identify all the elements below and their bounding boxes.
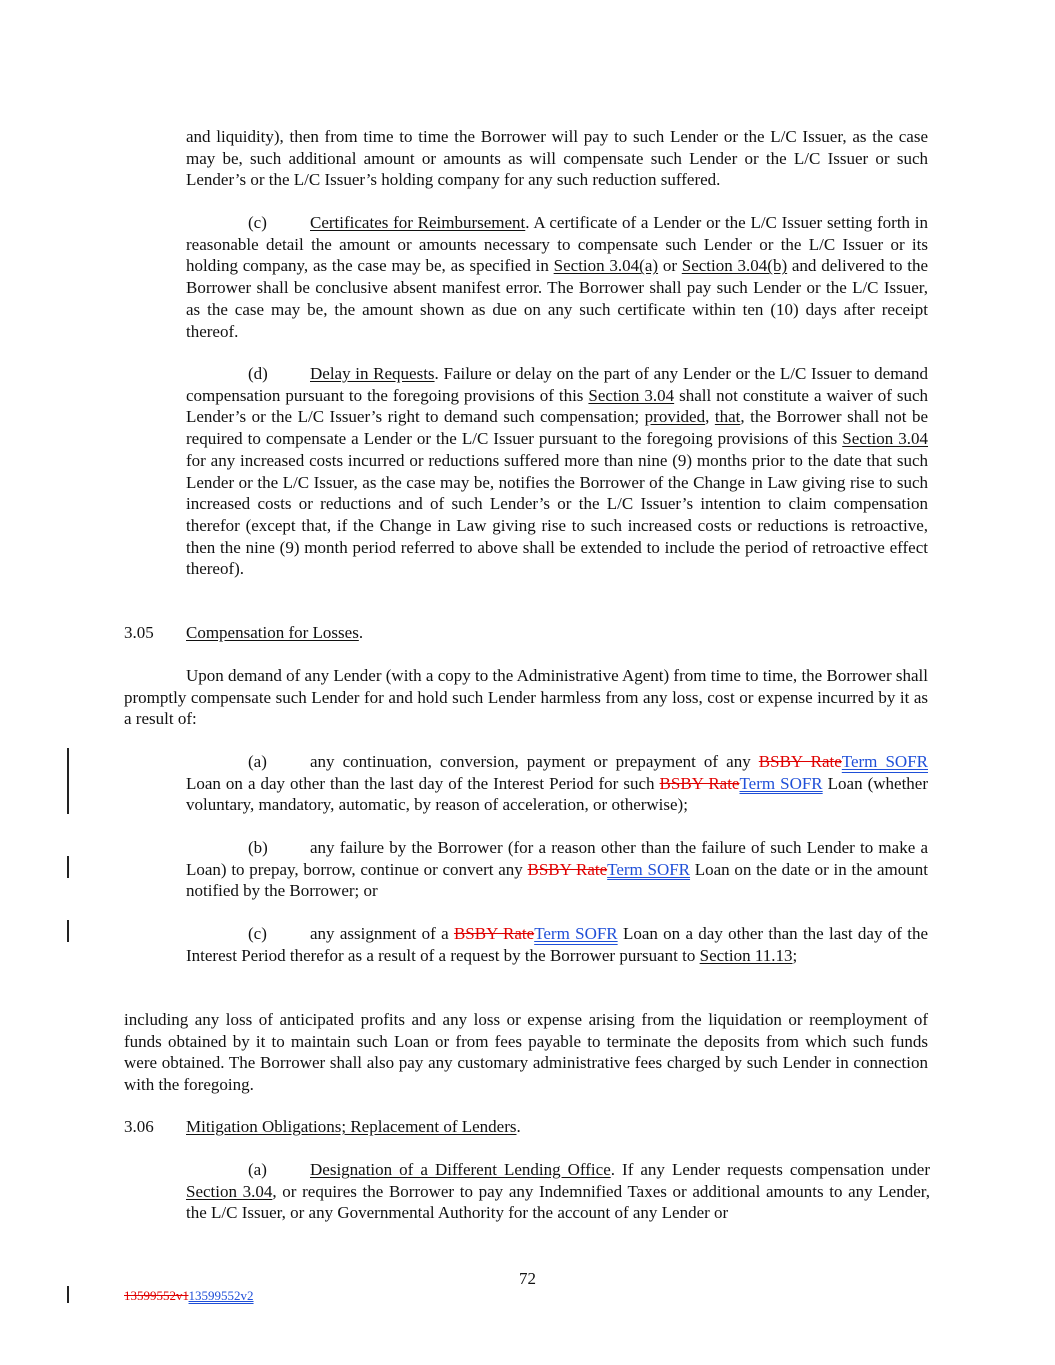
deleted-text: BSBY Rate bbox=[758, 752, 842, 771]
clause-label: (a) bbox=[248, 752, 267, 771]
change-bar bbox=[67, 748, 69, 814]
page-number: 72 bbox=[519, 1269, 536, 1288]
section-ref: Section 11.13 bbox=[699, 945, 793, 965]
clause-title: Certificates for Reimbursement bbox=[310, 213, 526, 232]
change-bar bbox=[67, 920, 69, 942]
paragraph-305-b: (b) any failure by the Borrower (for a reason other than the failure of such Lender to make a Loan) to prepay, borrow, continue or convert any BSBY RateTerm SOFR Loan on the date or in the amount notified by the Borrower; or bbox=[186, 838, 928, 901]
inserted-text: Term SOFR bbox=[841, 752, 928, 771]
section-ref: Section 3.04 bbox=[588, 385, 675, 405]
clause-label: (d) bbox=[248, 364, 268, 383]
document-id bbox=[124, 1288, 254, 1304]
inserted-text: Term SOFR bbox=[739, 773, 823, 793]
docid-deleted: 13599552v1 bbox=[124, 1288, 189, 1303]
proviso-term: that bbox=[714, 407, 741, 427]
paragraph-305-a: (a) any continuation, conversion, payment or prepayment of any BSBY RateTerm SOFR Loan on a day other than the last day of the Interest Period for such BSBY RateTerm SOFR Loan (whether voluntary, mandatory, automatic, by reason of acceleration, or otherwise); bbox=[186, 752, 929, 815]
section-ref: Section 3.04 bbox=[842, 429, 928, 449]
clause-label: (c) bbox=[248, 924, 267, 943]
proviso-term: provided bbox=[644, 407, 706, 427]
section-heading: Mitigation Obligations; Replacement of Lenders. bbox=[186, 1117, 521, 1136]
section-number: 3.05 bbox=[124, 623, 154, 642]
inserted-text: Term SOFR bbox=[607, 859, 691, 879]
deleted-text: BSBY Rate bbox=[659, 773, 740, 793]
paragraph-305-intro: Upon demand of any Lender (with a copy to the Administrative Agent) from time to time, the Borrower shall promptly compensate such Lender for and hold such Lender harmless from any loss, cost or expense incurred by it as a result of: bbox=[124, 666, 928, 729]
section-ref: Section 3.04(b) bbox=[681, 256, 788, 276]
section-heading: Compensation for Losses. bbox=[186, 623, 364, 642]
clause-label: (b) bbox=[248, 838, 268, 857]
section-title: Compensation for Losses bbox=[186, 623, 359, 642]
clause-title: Delay in Requests bbox=[310, 364, 435, 383]
inserted-text: Term SOFR bbox=[534, 924, 618, 943]
clause-label: (a) bbox=[248, 1160, 267, 1179]
section-ref: Section 3.04(a) bbox=[553, 256, 659, 276]
paragraph-306-a: (a) Designation of a Different Lending Office. If any Lender requests compensation under Section 3.04, or requires the Borrower to pay any Indemnified Taxes or additional amounts to any Lender, the L/C Issuer, or any Governmental Authority for the account of any Lender or bbox=[186, 1160, 931, 1223]
deleted-text: BSBY Rate bbox=[527, 859, 608, 879]
paragraph-text: and liquidity), then from time to time the Borrower will pay to such Lender or the L/C Issuer, as the case may be, such additional amount or amounts as will compensate such Lender or the L/C Issuer or such Lender’s or the L/C Issuer’s holding company for any such reduction suffered. bbox=[186, 127, 928, 190]
clause-title: Designation of a Different Lending Office bbox=[310, 1160, 611, 1179]
paragraph-including: including any loss of anticipated profits and any loss or expense arising from the liquidation or reemployment of funds obtained by it to maintain such Loan or from fees payable to terminate the deposits from which such funds were obtained. The Borrower shall also pay any customary administrative fees charged by such Lender in connection with the foregoing. bbox=[124, 1010, 928, 1095]
paragraph-c-certificates: (c) Certificates for Reimbursement. A certificate of a Lender or the L/C Issuer setting forth in reasonable detail the amount or amounts necessary to compensate such Lender or the L/C Issuer or its holding company, as the case may be, as specified in Section 3.04(a) or Section 3.04(b) and delivered to the Borrower shall be conclusive absent manifest error. The Borrower shall pay such Lender or the L/C Issuer, as the case may be, the amount shown as due on any such certificate within ten (10) days after receipt thereof. bbox=[186, 213, 928, 341]
section-ref: Section 3.04 bbox=[186, 1181, 273, 1201]
docid-inserted: 13599552v2 bbox=[188, 1288, 254, 1303]
paragraph-continuation bbox=[186, 126, 928, 191]
paragraph-305-c: (c) any assignment of a BSBY RateTerm SOFR Loan on a day other than the last day of the Interest Period therefor as a result of a request by the Borrower pursuant to Section 11.13; bbox=[186, 924, 928, 965]
section-title: Mitigation Obligations; Replacement of Lenders bbox=[186, 1117, 517, 1136]
clause-label: (c) bbox=[248, 213, 267, 232]
section-number: 3.06 bbox=[124, 1117, 154, 1136]
paragraph-d-delay: (d) Delay in Requests. Failure or delay on the part of any Lender or the L/C Issuer to demand compensation pursuant to the foregoing provisions of this Section 3.04 shall not constitute a waiver of such Lender’s or the L/C Issuer’s right to demand such compensation; provided, that, the Borrower shall not be required to compensate a Lender or the L/C Issuer pursuant to the foregoing provisions of this Section 3.04 for any increased costs incurred or reductions suffered more than nine (9) months prior to the date that such Lender or the L/C Issuer, as the case may be, notifies the Borrower of the Change in Law giving rise to such increased costs or reductions and of such Lender’s or the L/C Issuer’s intention to claim compensation therefor (except that, if the Change in Law giving rise to such increased costs or reductions is retroactive, then the nine (9) month period referred to above shall be extended to include the period of retroactive effect thereof). bbox=[186, 364, 929, 579]
deleted-text: BSBY Rate bbox=[453, 924, 535, 943]
change-bar bbox=[67, 856, 69, 878]
